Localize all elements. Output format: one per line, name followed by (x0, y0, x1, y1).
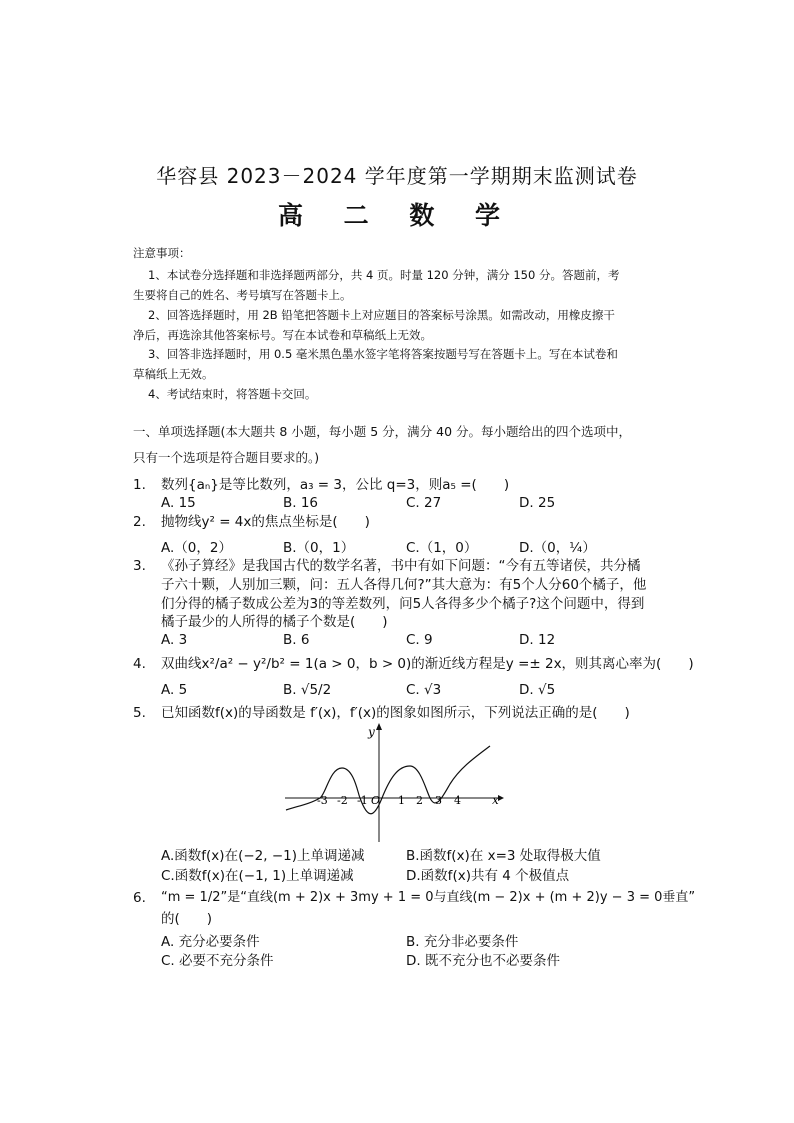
exam-title: 华容县 2023－2024 学年度第一学期期末监测试卷 (156, 164, 638, 188)
option-c: C. 9 (406, 632, 433, 648)
notice-line: 草稿纸上无效。 (133, 367, 214, 381)
section-heading: 只有一个选项是符合题目要求的。) (133, 450, 320, 465)
option-d: D. √5 (519, 682, 556, 698)
tick-label: -1 (357, 794, 368, 807)
question-number: 1. (133, 477, 146, 493)
question-text: 双曲线x²/a² − y²/b² = 1(a > 0，b > 0)的渐近线方程是y =± 2x，则其离心率为( ) (161, 656, 694, 672)
tick-label: -3 (317, 794, 328, 807)
option-a: A. 5 (161, 682, 188, 698)
option-c: C. √3 (406, 682, 442, 698)
question-text: 抛物线y² = 4x的焦点坐标是( ) (161, 514, 370, 530)
question-number: 3. (133, 558, 146, 574)
option-d: D. 12 (519, 632, 556, 648)
question-text: “m = 1/2”是“直线(m + 2)x + 3my + 1 = 0与直线(m − 2)x + (m + 2)y − 3 = 0垂直” (161, 890, 696, 905)
notice-line: 4、考试结束时，将答题卡交回。 (148, 387, 317, 401)
question-text: 数列{aₙ}是等比数列，a₃ = 3，公比 q=3，则a₅ =( ) (161, 477, 510, 493)
subject-title: 高 二 数 学 (277, 201, 517, 230)
derivative-graph (280, 718, 510, 846)
option-d: D.函数f(x)共有 4 个极值点 (406, 868, 570, 884)
tick-label: 3 (435, 794, 442, 807)
question-number: 4. (133, 656, 146, 672)
option-d: D. 25 (519, 495, 556, 511)
x-axis-arrow-icon (498, 795, 504, 801)
option-a: A.函数f(x)在(−2, −1)上单调递减 (161, 848, 365, 864)
notice-line: 净后，再选涂其他答案标号。写在本试卷和草稿纸上无效。 (133, 328, 432, 342)
question-text: 们分得的橘子数成公差为3的等差数列，问5人各得多少个橘子?这个问题中，得到 (161, 596, 645, 612)
notice-line: 生要将自己的姓名、考号填写在答题卡上。 (133, 288, 352, 302)
option-a: A.（0，2） (161, 540, 232, 556)
question-text: 橘子最少的人所得的橘子个数是( ) (161, 614, 388, 630)
origin-label: O (371, 794, 381, 807)
notice-heading: 注意事项： (133, 246, 191, 260)
question-text: 已知函数f(x)的导函数是 f′(x)，f′(x)的图象如图所示，下列说法正确的是( ) (161, 705, 630, 721)
tick-label: 1 (398, 794, 405, 807)
question-text: 《孙子算经》是我国古代的数学名著，书中有如下问题：“今有五等诸侯，共分橘 (161, 558, 641, 574)
question-text: 子六十颗，人别加三颗，问：五人各得几何?”其大意为：有5个人分60个橘子，他 (161, 577, 647, 593)
y-axis-arrow-icon (376, 723, 382, 730)
question-text: 的( ) (161, 911, 213, 927)
notice-line: 3、回答非选择题时，用 0.5 毫米黑色墨水签字笔将答案按题号写在答题卡上。写在本试卷和 (148, 347, 618, 361)
notice-line: 1、本试卷分选择题和非选择题两部分，共 4 页。时量 120 分钟，满分 150 分。答题前，考 (148, 268, 620, 282)
option-c: C.函数f(x)在(−1, 1)上单调递减 (161, 868, 354, 884)
x-axis-label: x (492, 793, 499, 807)
section-heading: 一、单项选择题(本大题共 8 小题，每小题 5 分，满分 40 分。每小题给出的四个选项中， (133, 424, 632, 439)
option-b: B.（0，1） (283, 540, 355, 556)
question-number: 5. (133, 705, 146, 721)
question-number: 6. (133, 890, 146, 906)
option-d: D.（0，¼） (519, 540, 596, 556)
tick-label: -2 (337, 794, 348, 807)
option-c: C. 必要不充分条件 (161, 953, 274, 969)
notice-line: 2、回答选择题时，用 2B 铅笔把答题卡上对应题目的答案标号涂黑。如需改动，用橡皮擦干 (148, 308, 615, 322)
option-a: A. 3 (161, 632, 188, 648)
option-c: C. 27 (406, 495, 442, 511)
option-b: B. √5/2 (283, 682, 332, 698)
y-axis-label: y (368, 725, 375, 739)
option-a: A. 15 (161, 495, 196, 511)
tick-label: 2 (416, 794, 423, 807)
tick-label: 4 (454, 794, 461, 807)
option-a: A. 充分必要条件 (161, 934, 260, 950)
option-b: B. 16 (283, 495, 319, 511)
option-b: B. 6 (283, 632, 310, 648)
option-d: D. 既不充分也不必要条件 (406, 953, 560, 969)
option-b: B. 充分非必要条件 (406, 934, 519, 950)
option-c: C.（1，0） (406, 540, 478, 556)
option-b: B.函数f(x)在 x=3 处取得极大值 (406, 848, 601, 864)
question-number: 2. (133, 514, 146, 530)
